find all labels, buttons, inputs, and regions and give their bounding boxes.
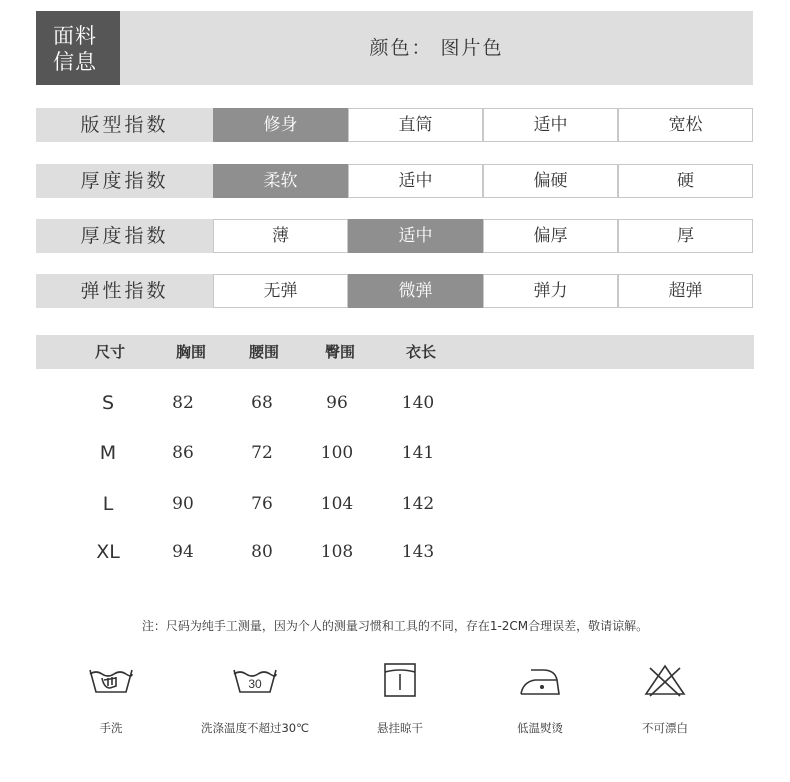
care-item [595,662,735,736]
size-table-heading: 衣长 [405,343,436,361]
index-option: 厚 [618,219,753,253]
size-label: L [102,493,114,515]
index-option: 直筒 [348,108,483,142]
size-value: 94 [172,542,194,562]
index-label: 弹性指数 [36,274,213,308]
size-value: 104 [320,494,354,514]
size-label: S [101,392,115,414]
size-value: 142 [401,494,435,514]
care-label: 低温熨烫 [517,721,563,735]
index-option-selected: 适中 [348,219,483,253]
index-option: 弹力 [483,274,618,308]
care-label: 手洗 [99,721,123,735]
size-label: XL [96,541,120,563]
index-option: 适中 [348,164,483,198]
wash-30-icon [185,662,325,698]
care-label: 不可漂白 [642,721,688,735]
size-value: 143 [401,542,435,562]
index-option: 无弹 [213,274,348,308]
size-value: 68 [251,393,273,413]
size-label: M [99,442,117,464]
size-value: 141 [401,443,435,463]
size-value: 82 [172,393,194,413]
index-label: 厚度指数 [36,219,213,253]
size-value: 100 [320,443,354,463]
size-table-heading: 尺寸 [94,343,125,361]
size-value: 90 [172,494,194,514]
index-option-selected: 微弹 [348,274,483,308]
size-value: 86 [172,443,194,463]
size-value: 96 [326,393,348,413]
hang-dry-icon [330,662,470,698]
no-bleach-icon [595,662,735,698]
care-item [185,662,325,736]
index-label: 厚度指数 [36,164,213,198]
size-table-heading: 臀围 [324,343,355,361]
size-value: 140 [401,393,435,413]
size-value: 108 [320,542,354,562]
size-table-heading: 腰围 [248,343,279,361]
size-value: 80 [251,542,273,562]
index-option: 宽松 [618,108,753,142]
care-label: 洗涤温度不超过30℃ [200,721,310,735]
size-value: 72 [251,443,273,463]
fabric-info-tag-line1: 面料 [53,24,97,48]
care-item [330,662,470,736]
index-option-selected: 修身 [213,108,348,142]
size-table-heading: 胸围 [175,343,206,361]
care-item [41,662,181,736]
svg-text:30: 30 [248,677,262,691]
color-info: 颜色： 图片色 [369,37,504,59]
care-item [470,662,610,736]
size-value: 76 [251,494,273,514]
index-option-selected: 柔软 [213,164,348,198]
low-iron-icon [470,662,610,698]
index-label: 版型指数 [36,108,213,142]
fabric-info-tag [36,11,120,85]
index-option: 偏厚 [483,219,618,253]
index-option: 薄 [213,219,348,253]
index-option: 硬 [618,164,753,198]
index-option: 适中 [483,108,618,142]
hand-wash-icon [41,662,181,698]
index-option: 偏硬 [483,164,618,198]
care-label: 悬挂晾干 [377,721,423,735]
fabric-info-tag-line2: 信息 [53,50,97,74]
measurement-note: 注：尺码为纯手工测量，因为个人的测量习惯和工具的不同，存在1-2CM合理误差，敬请谅解。 [141,619,649,633]
index-option: 超弹 [618,274,753,308]
